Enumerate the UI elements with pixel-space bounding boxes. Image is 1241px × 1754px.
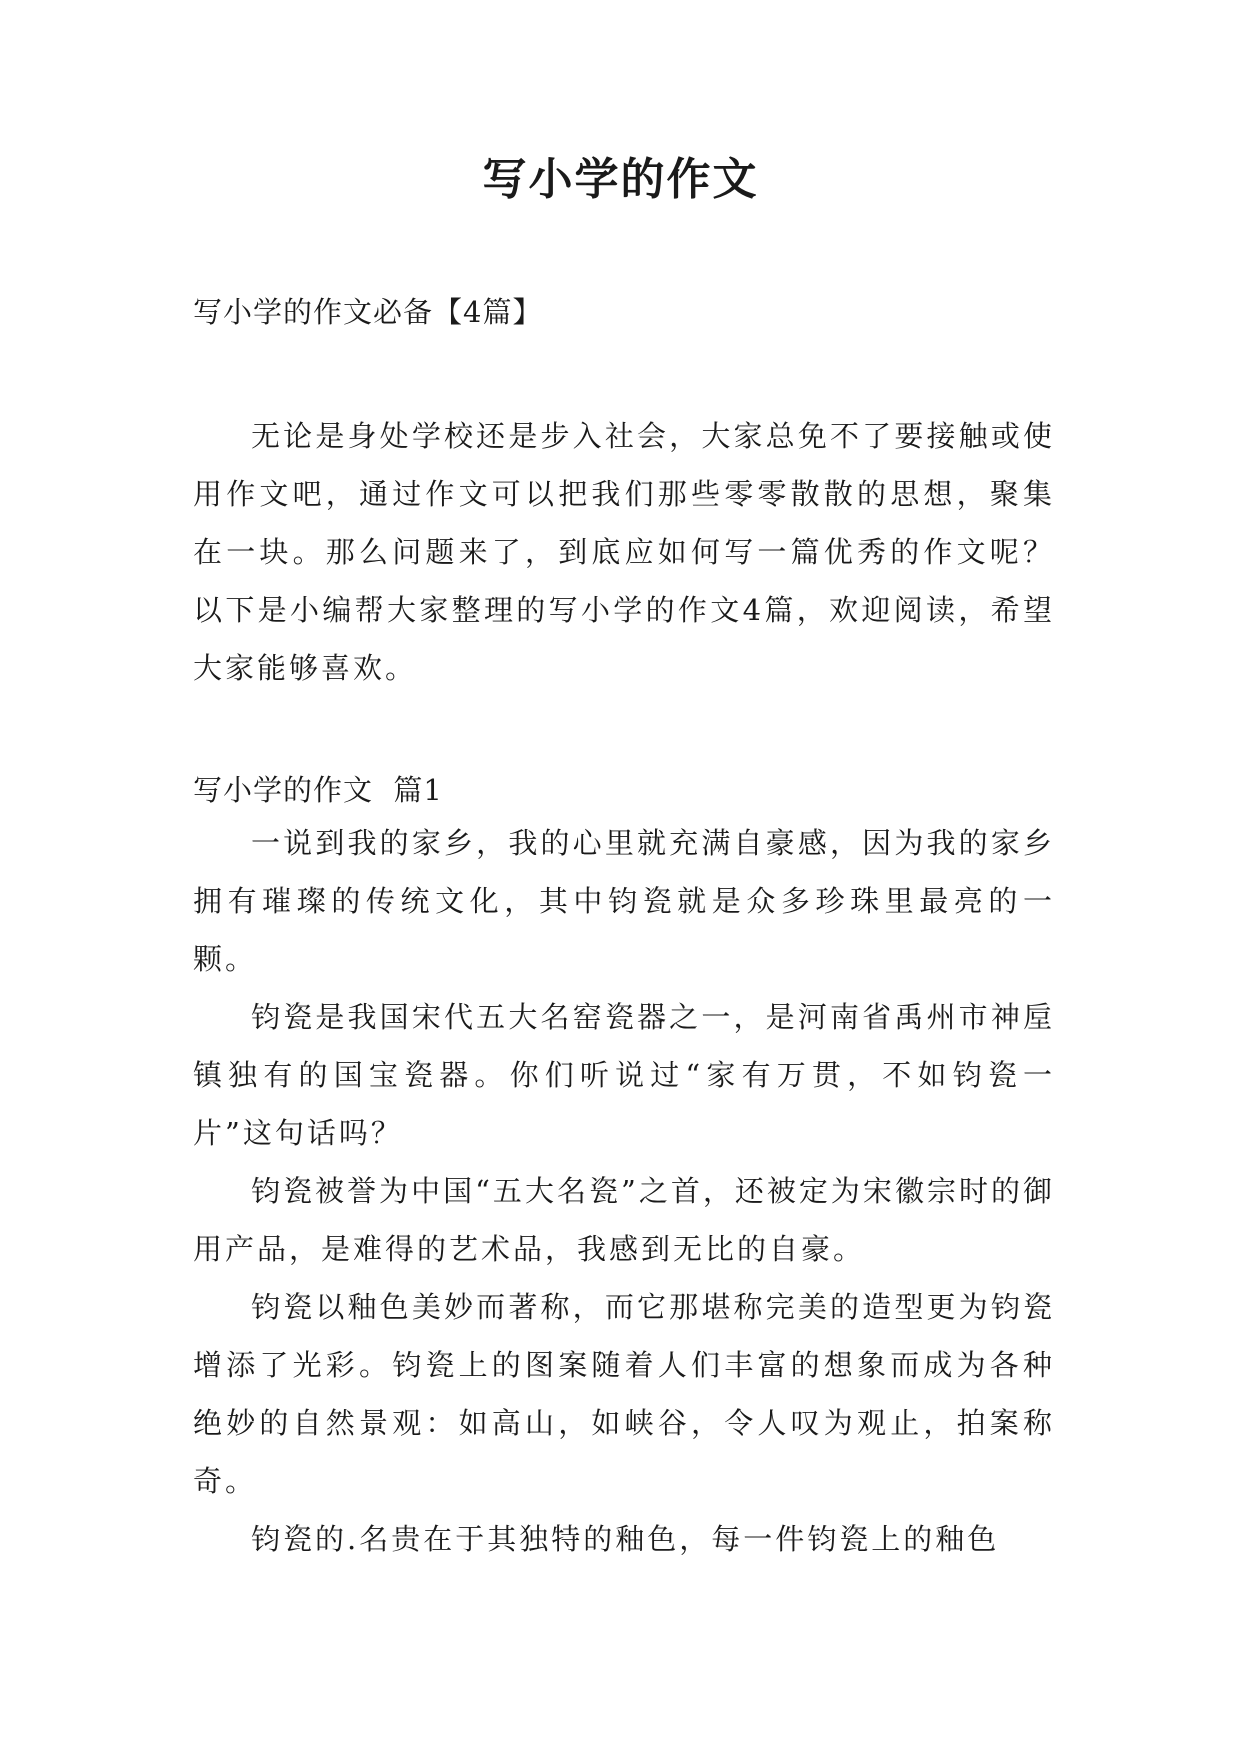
paragraph: 钧瓷以釉色美妙而著称，而它那堪称完美的造型更为钧瓷增添了光彩。钧瓷上的图案随着人们丰富的想象而成为各种绝妙的自然景观：如高山，如峡谷，令人叹为观止，拍案称奇。 [193,1290,1055,1498]
paragraph: 钧瓷的.名贵在于其独特的釉色，每一件钧瓷上的釉色 [251,1522,1000,1556]
document-title: 写小学的作文 [482,154,759,205]
paragraph: 钧瓷被誉为中国“五大名瓷”之首，还被定为宋徽宗时的御用产品，是难得的艺术品，我感到无比的自豪。 [193,1174,1055,1266]
document-subtitle: 写小学的作文必备【4篇】 [193,295,543,329]
paragraph: 一说到我的家乡，我的心里就充满自豪感，因为我的家乡拥有璀璨的传统文化，其中钧瓷就是众多珍珠里最亮的一颗。 [193,826,1055,976]
intro-block [193,407,1055,697]
intro-paragraph: 无论是身处学校还是步入社会，大家总免不了要接触或使用作文吧，通过作文可以把我们那些零零散散的思想，聚集在一块。那么问题来了，到底应如何写一篇优秀的作文呢？以下是小编帮大家整理的写小学的作文4篇，欢迎阅读，希望大家能够喜欢。 [193,419,1055,685]
paragraph: 钧瓷是我国宋代五大名窑瓷器之一，是河南省禹州市神垕镇独有的国宝瓷器。你们听说过“家有万贯，不如钧瓷一片”这句话吗？ [193,1000,1055,1150]
section-body [193,814,1055,1568]
section-heading: 写小学的作文 篇1 [193,773,443,807]
